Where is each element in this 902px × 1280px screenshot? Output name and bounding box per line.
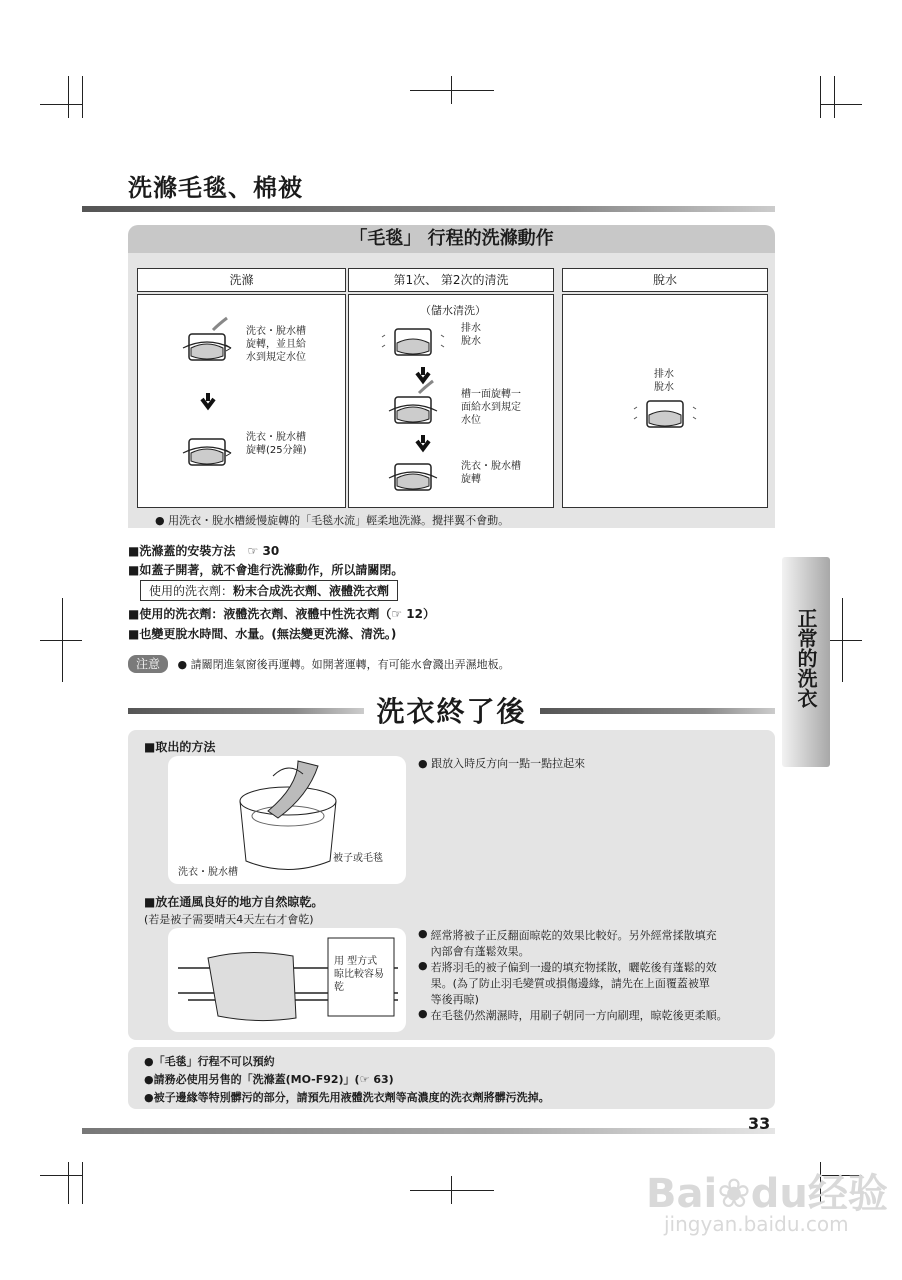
drying-note-item: ● 若將羽毛的被子偏到一邊的填充物揉散，曬乾後有蓬鬆的效 果。(為了防止羽毛變質或損傷邊緣，請先在上面覆蓋被單 等後再晾) <box>418 959 717 1006</box>
bottom-note-text: 被子邊緣等特別髒污的部分，請預先用液體洗衣劑等高濃度的洗衣劑將髒污洗掉。 <box>153 1091 550 1104</box>
bottom-note-1: ●「毛毯」行程不可以預約 <box>144 1055 275 1068</box>
take-out-note-text: 跟放入時反方向一點一點拉起來 <box>431 757 586 770</box>
side-tab-label <box>782 608 830 708</box>
blanket-label: 被子或毛毯 <box>333 853 383 864</box>
watermark-url: jingyan.baidu.com <box>664 1212 849 1236</box>
column-header-spin: 脫水 <box>562 268 768 292</box>
crop-mark <box>410 1190 494 1191</box>
page-number: 33 <box>748 1114 771 1133</box>
column-header-rinse: 第1次、 第2次的清洗 <box>348 268 554 292</box>
spin-time-note: ■也變更脫水時間、水量。(無法變更洗滌、清洗。) <box>128 627 397 641</box>
take-out-note: ● 跟放入時反方向一點一點拉起來 <box>418 757 586 770</box>
crop-mark <box>451 76 452 104</box>
page-ref: 30 <box>262 544 280 558</box>
drying-heading: ■放在通風良好的地方自然晾乾。 <box>144 895 324 909</box>
column-box-wash <box>137 294 346 508</box>
watermark-brand-tail: du <box>750 1171 808 1217</box>
crop-mark <box>40 1175 82 1176</box>
drying-note-text: 若將羽毛的被子偏到一邊的填充物揉散，曬乾後有蓬鬆的效 果。(為了防止羽毛變質或損傷邊緣，請先在上面覆蓋被單 等後再晾) <box>430 961 717 1006</box>
detergent-note-tail: ） <box>423 607 436 621</box>
arrow-down-icon <box>202 393 214 407</box>
rinse-step-2: 槽一面旋轉一 面給水到規定 水位 <box>461 389 521 426</box>
crop-mark <box>820 76 821 118</box>
page-title: 洗滌毛毯、棉被 <box>128 174 303 202</box>
title-rule <box>82 206 775 212</box>
bottom-note-3: ●被子邊緣等特別髒污的部分，請預先用液體洗衣劑等高濃度的洗衣劑將髒污洗掉。 <box>144 1091 550 1104</box>
arrow-down-icon <box>417 435 429 449</box>
arrow-down-icon <box>417 367 429 381</box>
side-tab-text: 正常的洗衣 <box>794 608 818 708</box>
footer-rule <box>82 1128 775 1134</box>
rinse-step-3: 洗衣・脫水槽 旋轉 <box>461 461 521 485</box>
caution-row: 注意 ● 請關閉進氣窗後再運轉。如開著運轉，有可能水會濺出弄濕地板。 <box>128 655 510 673</box>
hand-pointer-icon: ☞ <box>247 544 259 558</box>
drying-note-item: ● 經常將被子正反翻面晾乾的效果比較好。另外經常揉散填充 內部會有蓬鬆效果。 <box>418 927 717 958</box>
column-box-rinse <box>348 294 554 508</box>
column-box-spin <box>562 294 768 508</box>
watermark-brand: Bai <box>646 1171 718 1217</box>
rinse-step-1: 排水 脫水 <box>461 323 481 347</box>
crop-mark <box>68 76 69 118</box>
drying-note-text: 在毛毯仍然潮濕時，用刷子朝同一方向刷理，晾乾後更柔順。 <box>430 1009 728 1022</box>
drying-sub: (若是被子需要晴天4天左右才會乾) <box>144 913 314 926</box>
crop-mark <box>82 1162 83 1204</box>
crop-mark <box>40 640 82 641</box>
detergent-value: 粉末合成洗衣劑、液體洗衣劑 <box>233 584 390 598</box>
page-ref: 63 <box>373 1073 389 1086</box>
section-title-after-wash: 洗衣終了後 <box>376 695 527 728</box>
crop-mark <box>820 104 862 105</box>
hand-pointer-icon: ☞ <box>359 1073 370 1086</box>
crop-mark <box>451 1176 452 1204</box>
drying-note-item: ● 在毛毯仍然潮濕時，用刷子朝同一方向刷理，晾乾後更柔順。 <box>418 1007 728 1022</box>
caution-text: 請關閉進氣窗後再運轉。如開著運轉，有可能水會濺出弄濕地板。 <box>190 658 510 671</box>
lid-note: ■如蓋子開著，就不會進行洗滌動作，所以請關閉。 <box>128 563 404 577</box>
crop-mark <box>68 1162 69 1204</box>
crop-mark <box>834 76 835 118</box>
paw-icon: ❀ <box>717 1171 751 1217</box>
drying-notes <box>418 927 768 1023</box>
tub-illustration-wash <box>138 295 345 507</box>
detergent-note <box>128 605 435 622</box>
page-ref: 12 <box>406 607 423 621</box>
section-banner: 「毛毯」 行程的洗滌動作 <box>128 225 775 253</box>
rinse-subtitle: （儲水清洗） <box>420 304 486 317</box>
detergent-box <box>140 580 398 601</box>
watermark-cn: 经验 <box>807 1171 888 1217</box>
watermark-logo <box>646 1162 888 1219</box>
crop-mark <box>82 76 83 118</box>
crop-mark <box>40 104 82 105</box>
tub-illustration-spin <box>563 295 767 507</box>
column-header-wash: 洗滌 <box>137 268 346 292</box>
hand-pointer-icon: ☞ <box>391 607 403 621</box>
detergent-note-text: ■使用的洗衣劑：液體洗衣劑、液體中性洗衣劑（ <box>128 607 392 621</box>
bottom-note-2: ●請務必使用另售的「洗滌蓋(MO-F92)」(☞ 63) <box>144 1073 394 1086</box>
panel-note: ● 用洗衣・脫水槽緩慢旋轉的「毛毯水流」輕柔地洗滌。攪拌翼不會動。 <box>155 514 510 527</box>
spin-step-1: 排水 脫水 <box>654 369 674 393</box>
caution-badge: 注意 <box>128 655 168 673</box>
drying-callout: 用 型方式 晾比較容易 乾 <box>334 956 384 993</box>
tub-label: 洗衣・脫水槽 <box>178 867 238 878</box>
drying-note-text: 經常將被子正反翻面晾乾的效果比較好。另外經常揉散填充 內部會有蓬鬆效果。 <box>430 929 717 958</box>
crop-mark <box>62 598 63 682</box>
wash-step-2: 洗衣・脫水槽 旋轉(25分鐘) <box>246 432 307 456</box>
take-out-heading: ■取出的方法 <box>144 740 216 754</box>
bottom-note-text: 「毛毯」行程不可以預約 <box>153 1055 275 1068</box>
bottom-note-tail: ) <box>388 1073 394 1086</box>
install-note <box>128 542 279 559</box>
crop-mark <box>410 90 494 91</box>
panel-note-text: 用洗衣・脫水槽緩慢旋轉的「毛毯水流」輕柔地洗滌。攪拌翼不會動。 <box>168 514 510 527</box>
wash-step-1: 洗衣・脫水槽 旋轉，並且給 水到規定水位 <box>246 326 306 363</box>
crop-mark <box>842 598 843 682</box>
bottom-note-text: 請務必使用另售的「洗滌蓋(MO-F92)」( <box>153 1073 360 1086</box>
tub-illustration-rinse <box>349 295 553 507</box>
detergent-label: 使用的洗衣劑： <box>149 584 234 598</box>
install-note-text: ■洗滌蓋的安裝方法 <box>128 544 236 558</box>
